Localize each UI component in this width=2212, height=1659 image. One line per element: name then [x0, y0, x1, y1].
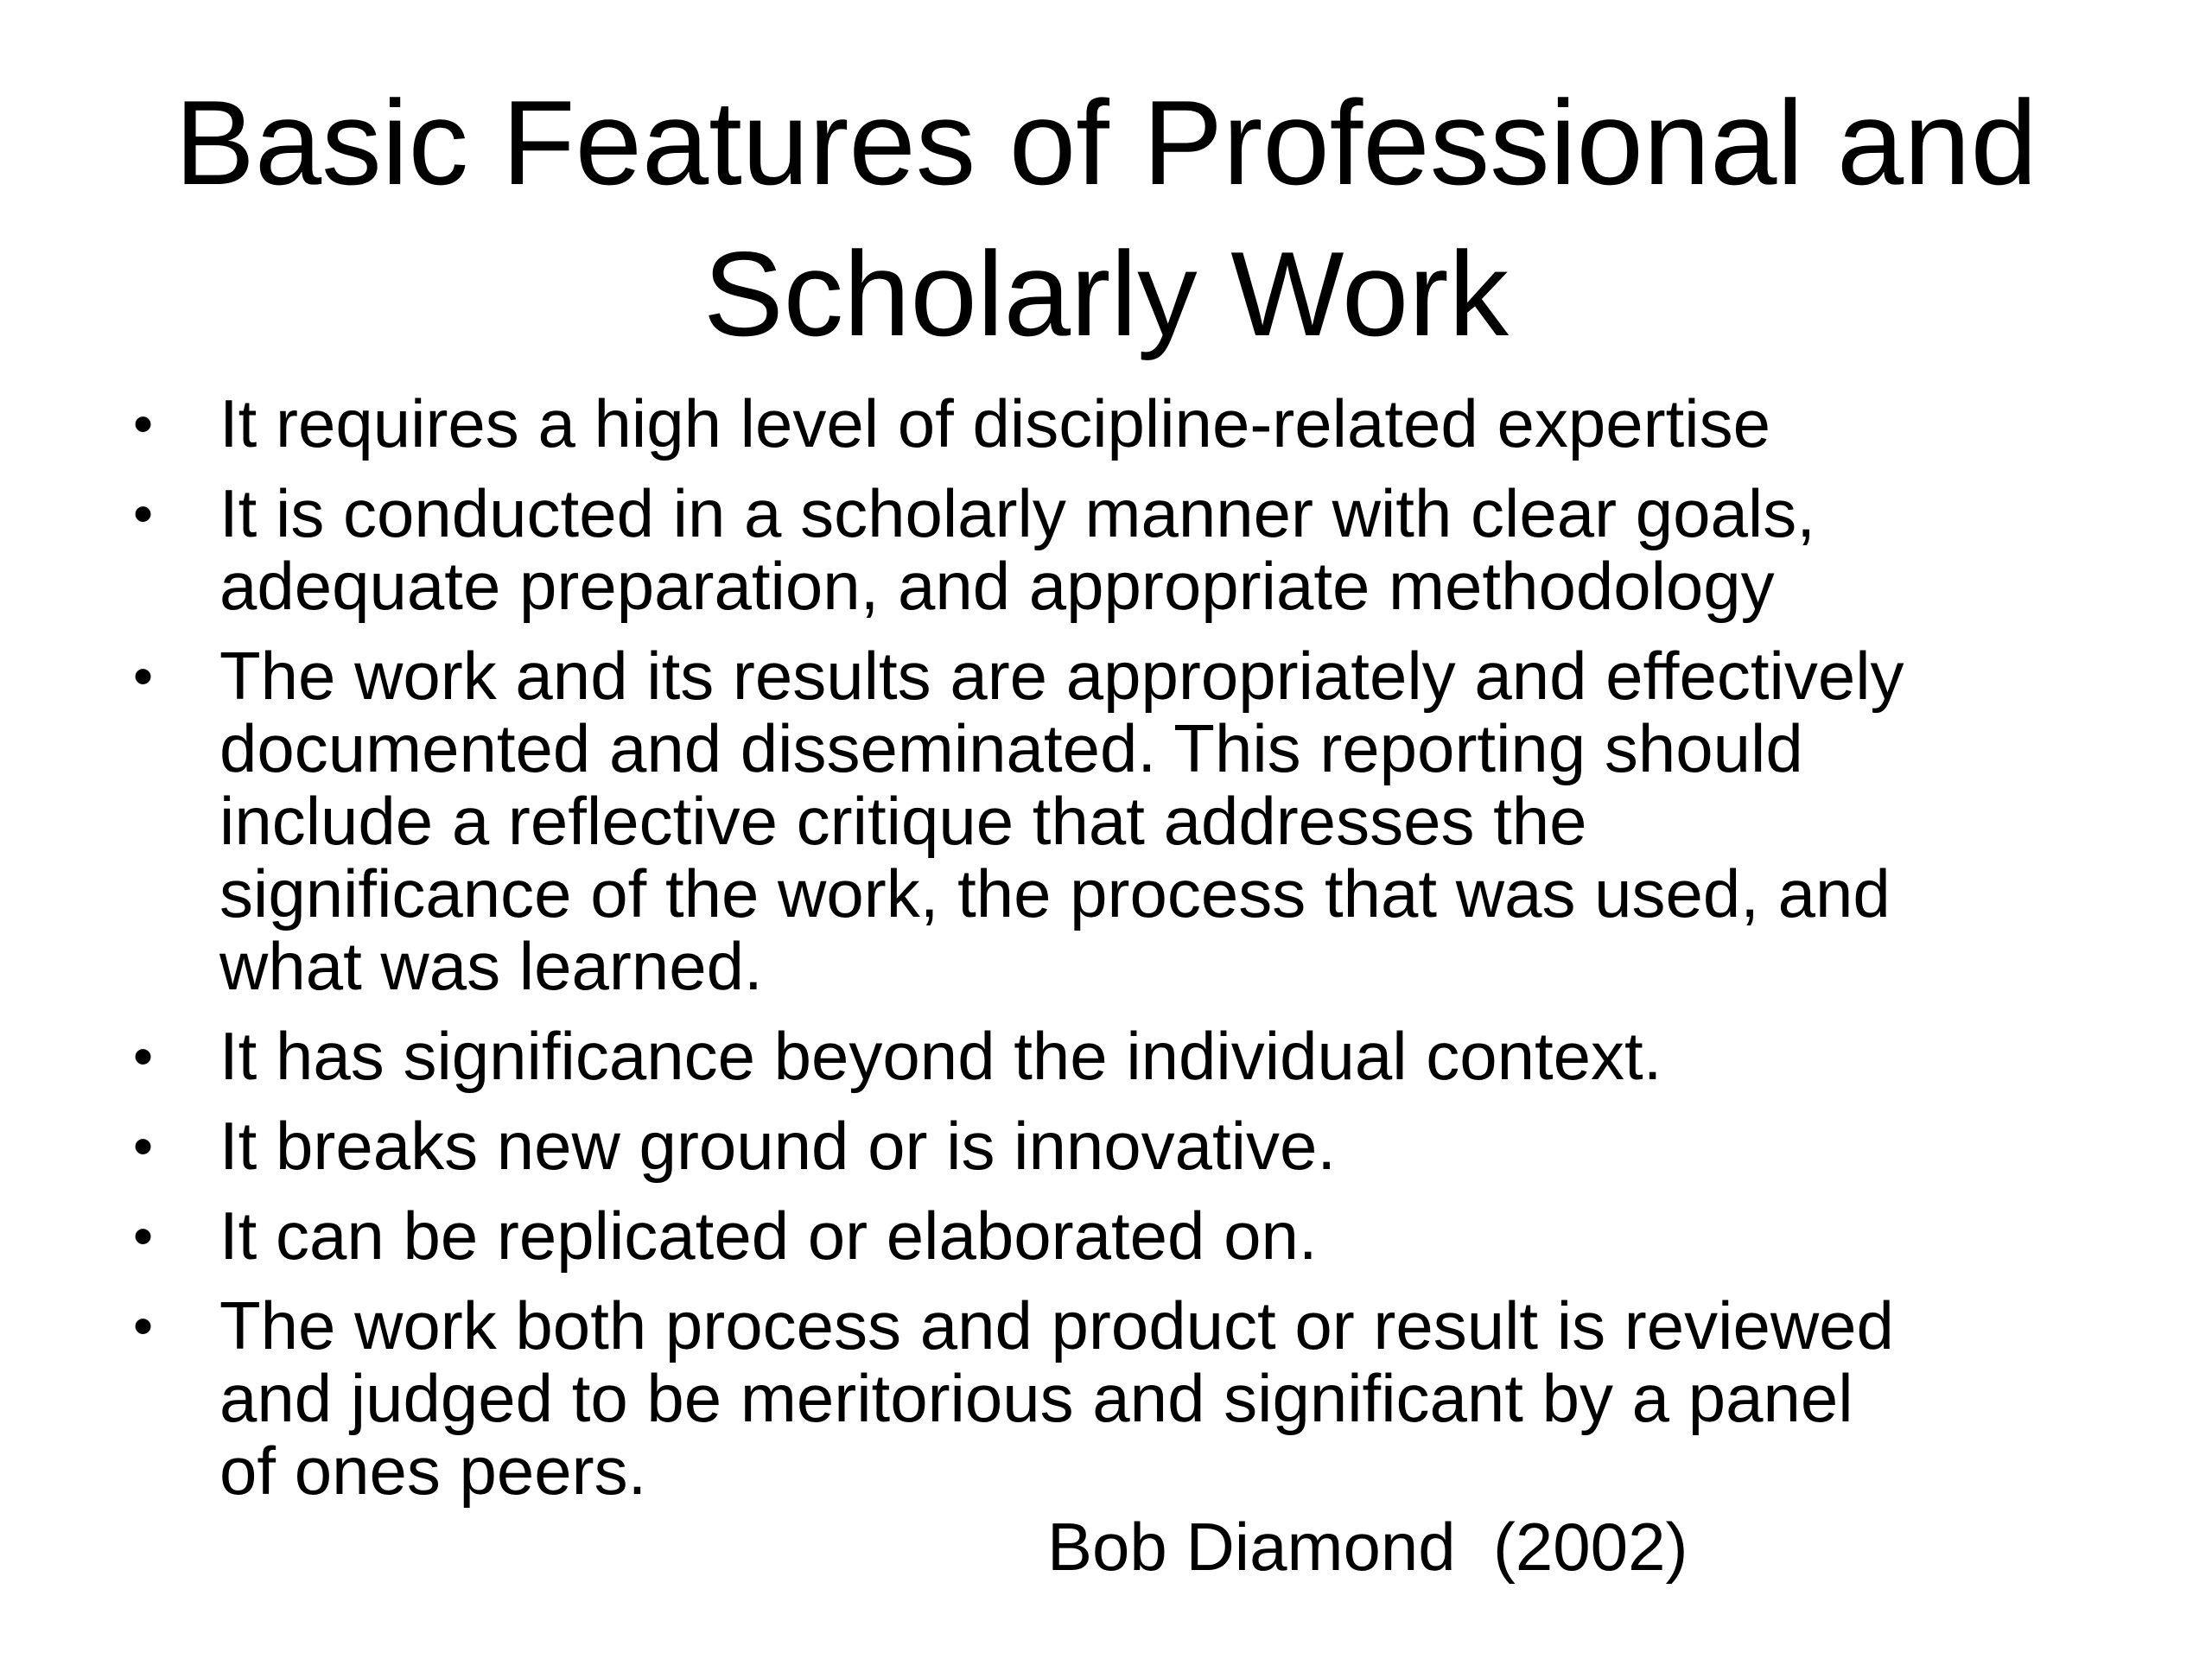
- bullet-icon: •: [133, 1204, 154, 1268]
- bullet-line: It breaks new ground or is innovative.: [219, 1108, 1337, 1184]
- bullet-text: [219, 387, 2115, 460]
- bullet-item: [128, 477, 2115, 622]
- bullet-icon: •: [133, 391, 154, 455]
- bullet-line: and judged to be meritorious and significant by a panel: [219, 1360, 1853, 1436]
- citation: Bob Diamond (2002): [1047, 1509, 1688, 1585]
- bullet-text: [219, 1020, 2115, 1092]
- bullet-line: of ones peers.: [219, 1433, 647, 1509]
- bullet-icon: •: [133, 1024, 154, 1088]
- bullet-item: [128, 1109, 2115, 1182]
- slide-title-line: Scholarly Work: [702, 227, 1510, 361]
- bullet-line: adequate preparation, and appropriate methodology: [219, 548, 1775, 624]
- bullet-line: include a reflective critique that addresses the: [219, 783, 1587, 859]
- bullet-item: [128, 1289, 2115, 1507]
- bullet-icon: •: [133, 1114, 154, 1178]
- bullet-line: The work and its results are appropriately and effectively: [219, 638, 1904, 714]
- bullet-item: [128, 639, 2115, 1002]
- slide-title-line: Basic Features of Professional and: [175, 76, 2037, 210]
- bullet-text: [219, 1289, 2115, 1507]
- bullet-icon: •: [133, 644, 154, 708]
- bullet-text: [219, 1109, 2115, 1182]
- bullet-item: [128, 387, 2115, 460]
- bullet-text: [219, 639, 2115, 1002]
- bullet-text: [219, 1199, 2115, 1272]
- bullet-text: [219, 477, 2115, 622]
- bullet-icon: •: [133, 1294, 154, 1357]
- bullet-line: The work both process and product or result is reviewed: [219, 1287, 1894, 1363]
- bullet-line: It can be replicated or elaborated on.: [219, 1198, 1318, 1274]
- bullet-line: documented and disseminated. This reporting should: [219, 710, 1803, 786]
- bullet-line: It requires a high level of discipline-related expertise: [219, 385, 1770, 461]
- bullet-item: [128, 1020, 2115, 1092]
- slide-title: [86, 67, 2126, 370]
- bullet-line: what was learned.: [219, 928, 763, 1004]
- bullet-item: [128, 1199, 2115, 1272]
- bullet-list: [128, 387, 2115, 1524]
- bullet-icon: •: [133, 481, 154, 545]
- bullet-line: significance of the work, the process that was used, and: [219, 855, 1891, 931]
- bullet-line: It has significance beyond the individual context.: [219, 1018, 1662, 1094]
- bullet-line: It is conducted in a scholarly manner with clear goals,: [219, 475, 1815, 551]
